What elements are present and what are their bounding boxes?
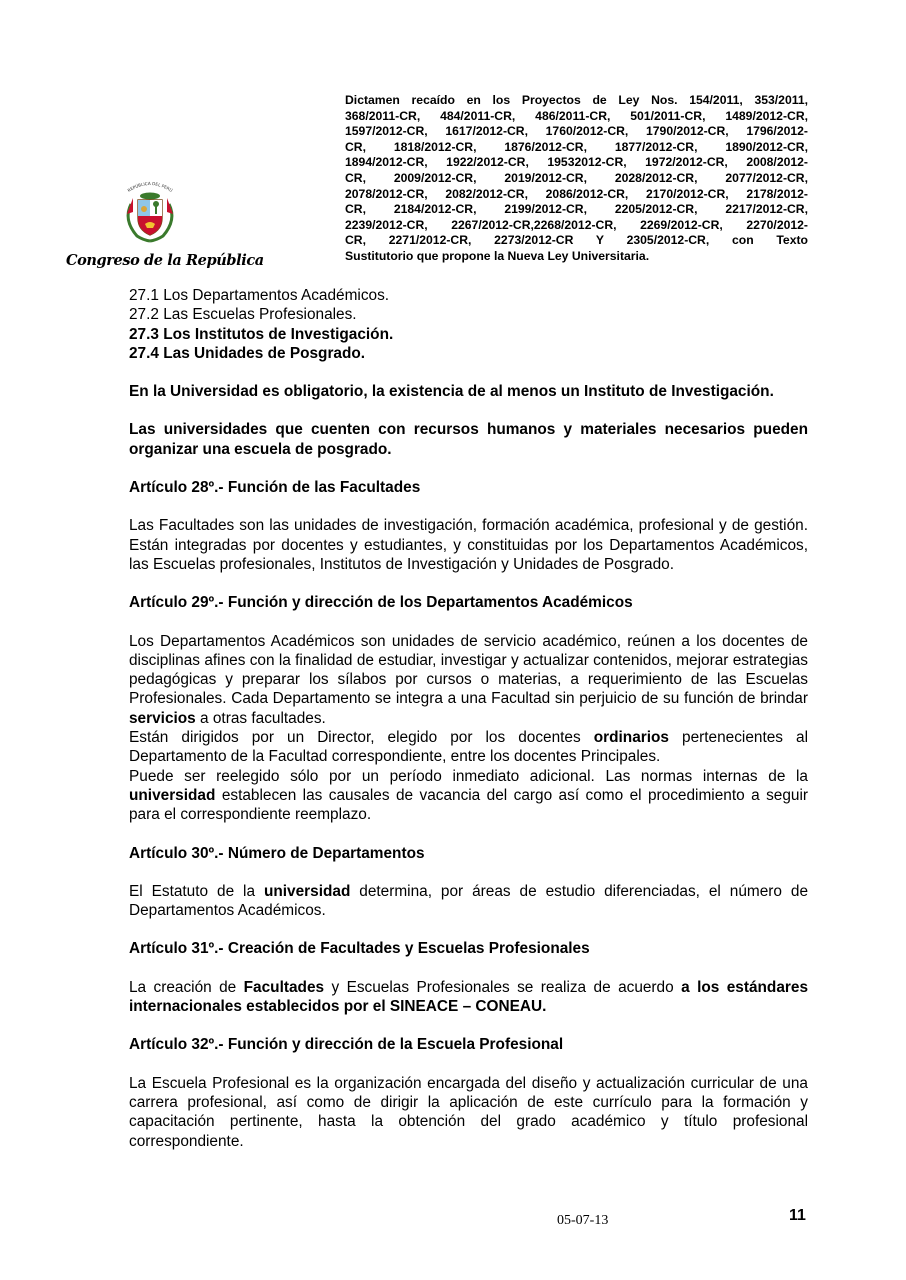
paragraph: El Estatuto de la universidad determina, por áreas de estudio diferenciadas, el número de Departamentos Académicos.: [129, 882, 809, 920]
paragraph: Están dirigidos por un Director, elegido por los docentes ordinarios pertenecientes al Departamento de la Facultad correspondiente, entre los docentes Principales.: [129, 729, 809, 766]
article-title: Artículo 32º.- Función y dirección de la Escuela Profesional: [129, 1036, 564, 1054]
header-line: CR, 1818/2012-CR, 1876/2012-CR, 1877/2012-CR, 1890/2012-CR,: [345, 139, 808, 154]
header-line: Dictamen recaído en los Proyectos de Ley Nos. 154/2011, 353/2011,: [345, 93, 808, 107]
header-line: Sustitutorio que propone la Nueva Ley Universitaria.: [345, 249, 650, 263]
footer-date: 05-07-13: [557, 1213, 609, 1228]
crest-text: REPÚBLICA DEL PERÚ: [126, 180, 174, 194]
document-body: [129, 286, 808, 1151]
header-line: 2239/2012-CR, 2267/2012-CR,2268/2012-CR, 2269/2012-CR, 2270/2012-: [345, 217, 808, 232]
list-item: 27.4 Las Unidades de Posgrado.: [129, 344, 366, 362]
article-title: Artículo 28º.- Función de las Facultades: [129, 479, 421, 497]
paragraph: En la Universidad es obligatorio, la existencia de al menos un Instituto de Investigación.: [129, 383, 774, 401]
header-line: 1597/2012-CR, 1617/2012-CR, 1760/2012-CR, 1790/2012-CR, 1796/2012-: [345, 124, 808, 139]
header-line: 2078/2012-CR, 2082/2012-CR, 2086/2012-CR, 2170/2012-CR, 2178/2012-: [345, 186, 808, 201]
paragraph: Puede ser reelegido sólo por un período inmediato adicional. Las normas internas de la universidad establecen las causales de vacancia del cargo así como el procedimiento a seguir para el correspondiente reemplazo.: [129, 767, 808, 824]
list-item: 27.3 Los Institutos de Investigación.: [129, 325, 394, 343]
institution-name: Congreso de la República: [66, 252, 264, 269]
article-title: Artículo 29º.- Función y dirección de los Departamentos Académicos: [129, 594, 633, 612]
list-item: 27.2 Las Escuelas Profesionales.: [129, 306, 357, 324]
header-line: CR, 2271/2012-CR, 2273/2012-CR Y 2305/2012-CR, con Texto: [345, 233, 808, 248]
header-line: 1894/2012-CR, 1922/2012-CR, 19532012-CR, 1972/2012-CR, 2008/2012-: [345, 155, 808, 170]
paragraph: La creación de Facultades y Escuelas Profesionales se realiza de acuerdo a los estándares internacionales establecidos por el SINEACE – CONEAU.: [129, 978, 809, 1016]
list-item: 27.1 Los Departamentos Académicos.: [129, 287, 390, 304]
header-line: CR, 2184/2012-CR, 2199/2012-CR, 2205/2012-CR, 2217/2012-CR,: [345, 202, 808, 217]
paragraph: La Escuela Profesional es la organización encargada del diseño y actualización curricular de una carrera profesional, así como de dirigir la aplicación de este currículo para la formación y capacitación pertinente, hasta la obtención del grado académico y título profesional correspondiente.: [129, 1074, 808, 1150]
paragraph: Los Departamentos Académicos son unidades de servicio académico, reúnen a los docentes de disciplinas afines con la finalidad de estudiar, investigar y actualizar contenidos, mejorar estrategias pedagógicas y preparar los sílabos por cursos o materias, a requerimiento de las Escuelas Profesionales. Cada Departamento se integra a una Facultad sin perjuicio de su función de brindar servicios a otras facultades.: [129, 632, 808, 727]
article-title: Artículo 30º.- Número de Departamentos: [129, 844, 425, 862]
page-number: 11: [789, 1207, 806, 1224]
article-title: Artículo 31º.- Creación de Facultades y Escuelas Profesionales: [129, 940, 590, 958]
peru-coat-of-arms-icon: [117, 176, 183, 246]
header-line: 368/2011-CR, 484/2011-CR, 486/2011-CR, 501/2011-CR, 1489/2012-CR,: [345, 108, 808, 123]
paragraph: Las Facultades son las unidades de investigación, formación académica, profesional y de gestión. Están integradas por docentes y estudiantes, y constituidas por los Departamentos Académicos, las Escuelas profesionales, Institutos de Investigación y Unidades de Posgrado.: [129, 517, 808, 573]
paragraph: Las universidades que cuenten con recursos humanos y materiales necesarios pueden organizar una escuela de posgrado.: [129, 421, 808, 458]
header-line: CR, 2009/2012-CR, 2019/2012-CR, 2028/2012-CR, 2077/2012-CR,: [345, 171, 808, 185]
